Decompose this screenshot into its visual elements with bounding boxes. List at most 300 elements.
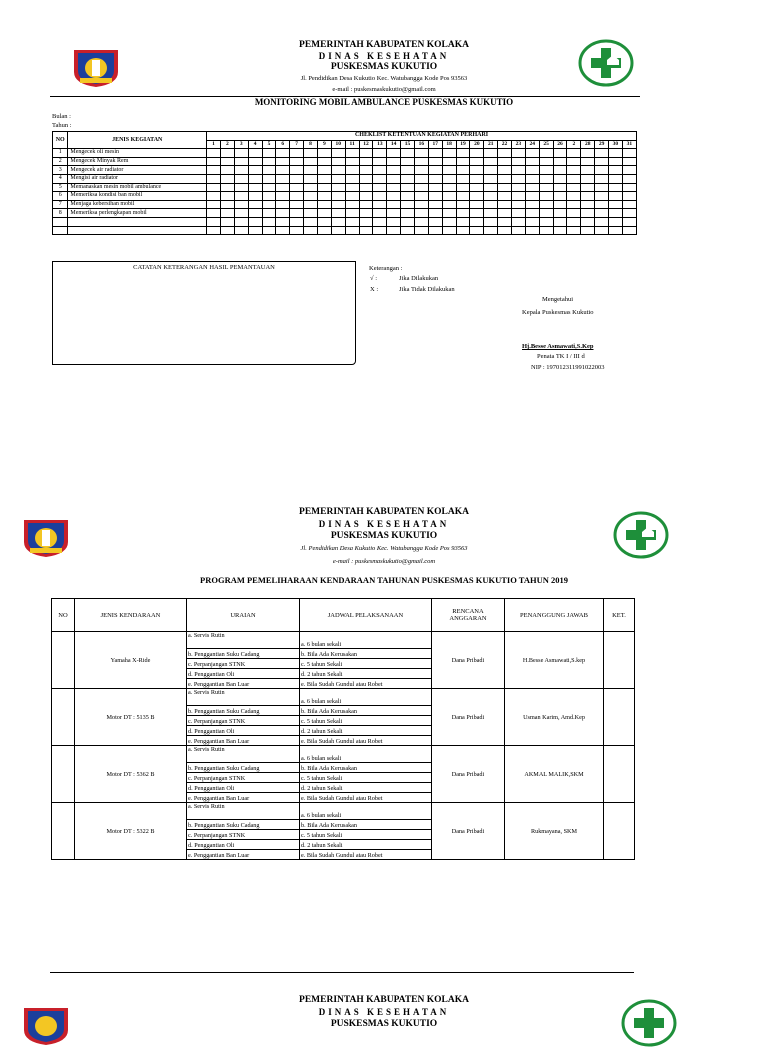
check-cell[interactable] (414, 209, 428, 218)
check-cell[interactable] (276, 157, 290, 166)
check-cell[interactable] (581, 200, 595, 209)
check-cell[interactable] (498, 174, 512, 183)
check-cell[interactable] (387, 200, 401, 209)
check-cell[interactable] (414, 166, 428, 175)
check-cell[interactable] (553, 209, 567, 218)
check-cell[interactable] (207, 209, 221, 218)
check-cell[interactable] (401, 200, 415, 209)
check-cell[interactable] (470, 192, 484, 201)
check-cell[interactable] (234, 217, 248, 226)
check-cell[interactable] (220, 192, 234, 201)
check-cell[interactable] (290, 174, 304, 183)
check-cell[interactable] (414, 200, 428, 209)
check-cell[interactable] (331, 157, 345, 166)
check-cell[interactable] (622, 209, 636, 218)
check-cell[interactable] (484, 149, 498, 158)
check-cell[interactable] (248, 166, 262, 175)
check-cell[interactable] (567, 183, 581, 192)
check-cell[interactable] (484, 166, 498, 175)
check-cell[interactable] (470, 166, 484, 175)
check-cell[interactable] (595, 200, 609, 209)
check-cell[interactable] (387, 166, 401, 175)
check-cell[interactable] (290, 183, 304, 192)
check-cell[interactable] (525, 226, 539, 235)
check-cell[interactable] (595, 226, 609, 235)
check-cell[interactable] (470, 200, 484, 209)
check-cell[interactable] (539, 149, 553, 158)
check-cell[interactable] (484, 174, 498, 183)
check-cell[interactable] (345, 174, 359, 183)
check-cell[interactable] (234, 166, 248, 175)
check-cell[interactable] (553, 157, 567, 166)
check-cell[interactable] (401, 209, 415, 218)
check-cell[interactable] (220, 157, 234, 166)
check-cell[interactable] (567, 226, 581, 235)
check-cell[interactable] (428, 183, 442, 192)
check-cell[interactable] (345, 166, 359, 175)
check-cell[interactable] (470, 183, 484, 192)
check-cell[interactable] (414, 183, 428, 192)
check-cell[interactable] (622, 149, 636, 158)
check-cell[interactable] (220, 183, 234, 192)
check-cell[interactable] (595, 217, 609, 226)
check-cell[interactable] (484, 200, 498, 209)
check-cell[interactable] (345, 149, 359, 158)
check-cell[interactable] (553, 174, 567, 183)
check-cell[interactable] (622, 183, 636, 192)
check-cell[interactable] (207, 226, 221, 235)
check-cell[interactable] (595, 174, 609, 183)
check-cell[interactable] (359, 200, 373, 209)
check-cell[interactable] (539, 209, 553, 218)
check-cell[interactable] (331, 183, 345, 192)
check-cell[interactable] (567, 174, 581, 183)
check-cell[interactable] (581, 217, 595, 226)
check-cell[interactable] (484, 217, 498, 226)
check-cell[interactable] (498, 217, 512, 226)
check-cell[interactable] (317, 200, 331, 209)
check-cell[interactable] (595, 192, 609, 201)
check-cell[interactable] (456, 192, 470, 201)
check-cell[interactable] (220, 149, 234, 158)
check-cell[interactable] (511, 192, 525, 201)
check-cell[interactable] (553, 192, 567, 201)
check-cell[interactable] (387, 157, 401, 166)
check-cell[interactable] (207, 157, 221, 166)
check-cell[interactable] (567, 209, 581, 218)
check-cell[interactable] (553, 226, 567, 235)
check-cell[interactable] (567, 200, 581, 209)
check-cell[interactable] (539, 174, 553, 183)
check-cell[interactable] (207, 183, 221, 192)
check-cell[interactable] (581, 157, 595, 166)
check-cell[interactable] (220, 174, 234, 183)
check-cell[interactable] (401, 166, 415, 175)
check-cell[interactable] (581, 183, 595, 192)
check-cell[interactable] (304, 226, 318, 235)
check-cell[interactable] (511, 183, 525, 192)
check-cell[interactable] (220, 226, 234, 235)
check-cell[interactable] (595, 209, 609, 218)
check-cell[interactable] (511, 209, 525, 218)
check-cell[interactable] (373, 226, 387, 235)
check-cell[interactable] (207, 200, 221, 209)
check-cell[interactable] (359, 166, 373, 175)
check-cell[interactable] (248, 149, 262, 158)
check-cell[interactable] (220, 217, 234, 226)
check-cell[interactable] (414, 192, 428, 201)
check-cell[interactable] (609, 209, 623, 218)
check-cell[interactable] (414, 217, 428, 226)
check-cell[interactable] (498, 183, 512, 192)
check-cell[interactable] (345, 217, 359, 226)
check-cell[interactable] (331, 149, 345, 158)
check-cell[interactable] (553, 149, 567, 158)
check-cell[interactable] (428, 174, 442, 183)
check-cell[interactable] (207, 166, 221, 175)
check-cell[interactable] (234, 226, 248, 235)
check-cell[interactable] (304, 192, 318, 201)
check-cell[interactable] (345, 226, 359, 235)
check-cell[interactable] (345, 209, 359, 218)
check-cell[interactable] (498, 226, 512, 235)
check-cell[interactable] (553, 183, 567, 192)
check-cell[interactable] (317, 226, 331, 235)
check-cell[interactable] (609, 200, 623, 209)
check-cell[interactable] (511, 174, 525, 183)
check-cell[interactable] (553, 217, 567, 226)
check-cell[interactable] (234, 149, 248, 158)
check-cell[interactable] (290, 226, 304, 235)
check-cell[interactable] (345, 183, 359, 192)
check-cell[interactable] (442, 149, 456, 158)
check-cell[interactable] (317, 157, 331, 166)
check-cell[interactable] (317, 166, 331, 175)
check-cell[interactable] (262, 149, 276, 158)
check-cell[interactable] (525, 149, 539, 158)
check-cell[interactable] (456, 200, 470, 209)
check-cell[interactable] (373, 217, 387, 226)
check-cell[interactable] (345, 157, 359, 166)
check-cell[interactable] (290, 217, 304, 226)
check-cell[interactable] (595, 166, 609, 175)
check-cell[interactable] (401, 217, 415, 226)
check-cell[interactable] (331, 226, 345, 235)
check-cell[interactable] (373, 183, 387, 192)
check-cell[interactable] (539, 166, 553, 175)
check-cell[interactable] (428, 217, 442, 226)
check-cell[interactable] (511, 200, 525, 209)
check-cell[interactable] (525, 209, 539, 218)
check-cell[interactable] (359, 226, 373, 235)
check-cell[interactable] (609, 192, 623, 201)
check-cell[interactable] (442, 157, 456, 166)
check-cell[interactable] (609, 217, 623, 226)
check-cell[interactable] (373, 157, 387, 166)
check-cell[interactable] (359, 209, 373, 218)
check-cell[interactable] (304, 149, 318, 158)
check-cell[interactable] (428, 192, 442, 201)
check-cell[interactable] (525, 174, 539, 183)
check-cell[interactable] (331, 174, 345, 183)
check-cell[interactable] (595, 149, 609, 158)
check-cell[interactable] (525, 200, 539, 209)
check-cell[interactable] (484, 183, 498, 192)
check-cell[interactable] (220, 200, 234, 209)
check-cell[interactable] (220, 166, 234, 175)
check-cell[interactable] (525, 183, 539, 192)
check-cell[interactable] (248, 174, 262, 183)
check-cell[interactable] (345, 200, 359, 209)
check-cell[interactable] (567, 149, 581, 158)
check-cell[interactable] (428, 166, 442, 175)
check-cell[interactable] (442, 192, 456, 201)
check-cell[interactable] (414, 157, 428, 166)
check-cell[interactable] (401, 174, 415, 183)
check-cell[interactable] (511, 157, 525, 166)
check-cell[interactable] (581, 226, 595, 235)
check-cell[interactable] (359, 174, 373, 183)
check-cell[interactable] (539, 226, 553, 235)
check-cell[interactable] (581, 174, 595, 183)
check-cell[interactable] (470, 174, 484, 183)
check-cell[interactable] (387, 209, 401, 218)
check-cell[interactable] (442, 217, 456, 226)
check-cell[interactable] (248, 183, 262, 192)
check-cell[interactable] (373, 174, 387, 183)
check-cell[interactable] (553, 200, 567, 209)
check-cell[interactable] (262, 157, 276, 166)
check-cell[interactable] (539, 183, 553, 192)
check-cell[interactable] (373, 200, 387, 209)
check-cell[interactable] (276, 192, 290, 201)
check-cell[interactable] (442, 209, 456, 218)
check-cell[interactable] (609, 183, 623, 192)
check-cell[interactable] (498, 192, 512, 201)
check-cell[interactable] (539, 192, 553, 201)
check-cell[interactable] (442, 226, 456, 235)
check-cell[interactable] (511, 149, 525, 158)
check-cell[interactable] (539, 217, 553, 226)
check-cell[interactable] (304, 157, 318, 166)
check-cell[interactable] (234, 183, 248, 192)
check-cell[interactable] (387, 149, 401, 158)
check-cell[interactable] (622, 217, 636, 226)
check-cell[interactable] (262, 183, 276, 192)
check-cell[interactable] (539, 200, 553, 209)
check-cell[interactable] (248, 226, 262, 235)
check-cell[interactable] (387, 192, 401, 201)
check-cell[interactable] (387, 183, 401, 192)
check-cell[interactable] (304, 174, 318, 183)
check-cell[interactable] (248, 209, 262, 218)
check-cell[interactable] (470, 157, 484, 166)
check-cell[interactable] (220, 209, 234, 218)
check-cell[interactable] (359, 217, 373, 226)
check-cell[interactable] (581, 209, 595, 218)
check-cell[interactable] (331, 192, 345, 201)
check-cell[interactable] (414, 149, 428, 158)
check-cell[interactable] (622, 174, 636, 183)
check-cell[interactable] (442, 174, 456, 183)
check-cell[interactable] (498, 157, 512, 166)
check-cell[interactable] (401, 183, 415, 192)
check-cell[interactable] (567, 157, 581, 166)
check-cell[interactable] (511, 166, 525, 175)
check-cell[interactable] (609, 157, 623, 166)
check-cell[interactable] (622, 226, 636, 235)
check-cell[interactable] (317, 183, 331, 192)
check-cell[interactable] (609, 166, 623, 175)
check-cell[interactable] (290, 157, 304, 166)
check-cell[interactable] (567, 217, 581, 226)
check-cell[interactable] (456, 174, 470, 183)
check-cell[interactable] (317, 217, 331, 226)
check-cell[interactable] (567, 192, 581, 201)
check-cell[interactable] (622, 192, 636, 201)
check-cell[interactable] (401, 226, 415, 235)
check-cell[interactable] (414, 226, 428, 235)
check-cell[interactable] (262, 200, 276, 209)
check-cell[interactable] (567, 166, 581, 175)
check-cell[interactable] (304, 166, 318, 175)
check-cell[interactable] (428, 149, 442, 158)
check-cell[interactable] (498, 149, 512, 158)
check-cell[interactable] (484, 157, 498, 166)
check-cell[interactable] (276, 200, 290, 209)
check-cell[interactable] (401, 157, 415, 166)
check-cell[interactable] (276, 226, 290, 235)
check-cell[interactable] (317, 209, 331, 218)
check-cell[interactable] (373, 166, 387, 175)
check-cell[interactable] (622, 200, 636, 209)
check-cell[interactable] (373, 192, 387, 201)
check-cell[interactable] (428, 209, 442, 218)
check-cell[interactable] (498, 209, 512, 218)
check-cell[interactable] (511, 217, 525, 226)
check-cell[interactable] (581, 192, 595, 201)
check-cell[interactable] (609, 174, 623, 183)
check-cell[interactable] (401, 192, 415, 201)
check-cell[interactable] (290, 209, 304, 218)
check-cell[interactable] (207, 174, 221, 183)
check-cell[interactable] (442, 166, 456, 175)
check-cell[interactable] (456, 226, 470, 235)
check-cell[interactable] (262, 192, 276, 201)
check-cell[interactable] (539, 157, 553, 166)
check-cell[interactable] (262, 174, 276, 183)
check-cell[interactable] (414, 174, 428, 183)
check-cell[interactable] (428, 226, 442, 235)
check-cell[interactable] (484, 226, 498, 235)
check-cell[interactable] (317, 192, 331, 201)
check-cell[interactable] (525, 166, 539, 175)
check-cell[interactable] (470, 149, 484, 158)
check-cell[interactable] (484, 209, 498, 218)
check-cell[interactable] (484, 192, 498, 201)
check-cell[interactable] (234, 174, 248, 183)
check-cell[interactable] (387, 226, 401, 235)
check-cell[interactable] (331, 209, 345, 218)
check-cell[interactable] (290, 166, 304, 175)
check-cell[interactable] (359, 192, 373, 201)
check-cell[interactable] (234, 209, 248, 218)
check-cell[interactable] (456, 157, 470, 166)
check-cell[interactable] (304, 217, 318, 226)
check-cell[interactable] (525, 157, 539, 166)
check-cell[interactable] (276, 183, 290, 192)
check-cell[interactable] (401, 149, 415, 158)
check-cell[interactable] (456, 166, 470, 175)
check-cell[interactable] (442, 200, 456, 209)
check-cell[interactable] (359, 183, 373, 192)
check-cell[interactable] (525, 217, 539, 226)
check-cell[interactable] (595, 157, 609, 166)
check-cell[interactable] (276, 209, 290, 218)
check-cell[interactable] (428, 200, 442, 209)
check-cell[interactable] (525, 192, 539, 201)
check-cell[interactable] (373, 149, 387, 158)
check-cell[interactable] (470, 217, 484, 226)
check-cell[interactable] (317, 149, 331, 158)
check-cell[interactable] (304, 183, 318, 192)
check-cell[interactable] (207, 217, 221, 226)
check-cell[interactable] (248, 157, 262, 166)
check-cell[interactable] (304, 209, 318, 218)
check-cell[interactable] (609, 226, 623, 235)
check-cell[interactable] (331, 166, 345, 175)
check-cell[interactable] (581, 166, 595, 175)
check-cell[interactable] (470, 226, 484, 235)
check-cell[interactable] (387, 217, 401, 226)
check-cell[interactable] (609, 149, 623, 158)
check-cell[interactable] (331, 217, 345, 226)
check-cell[interactable] (248, 217, 262, 226)
check-cell[interactable] (248, 200, 262, 209)
check-cell[interactable] (234, 192, 248, 201)
check-cell[interactable] (456, 217, 470, 226)
check-cell[interactable] (511, 226, 525, 235)
check-cell[interactable] (207, 149, 221, 158)
check-cell[interactable] (234, 157, 248, 166)
check-cell[interactable] (622, 157, 636, 166)
check-cell[interactable] (262, 217, 276, 226)
check-cell[interactable] (290, 192, 304, 201)
check-cell[interactable] (498, 166, 512, 175)
check-cell[interactable] (387, 174, 401, 183)
check-cell[interactable] (456, 149, 470, 158)
check-cell[interactable] (248, 192, 262, 201)
check-cell[interactable] (345, 192, 359, 201)
check-cell[interactable] (331, 200, 345, 209)
check-cell[interactable] (317, 174, 331, 183)
check-cell[interactable] (276, 217, 290, 226)
check-cell[interactable] (553, 166, 567, 175)
check-cell[interactable] (428, 157, 442, 166)
check-cell[interactable] (276, 166, 290, 175)
check-cell[interactable] (276, 174, 290, 183)
check-cell[interactable] (470, 209, 484, 218)
check-cell[interactable] (456, 209, 470, 218)
check-cell[interactable] (359, 149, 373, 158)
check-cell[interactable] (290, 149, 304, 158)
check-cell[interactable] (498, 200, 512, 209)
check-cell[interactable] (581, 149, 595, 158)
check-cell[interactable] (262, 226, 276, 235)
check-cell[interactable] (359, 157, 373, 166)
check-cell[interactable] (304, 200, 318, 209)
check-cell[interactable] (595, 183, 609, 192)
